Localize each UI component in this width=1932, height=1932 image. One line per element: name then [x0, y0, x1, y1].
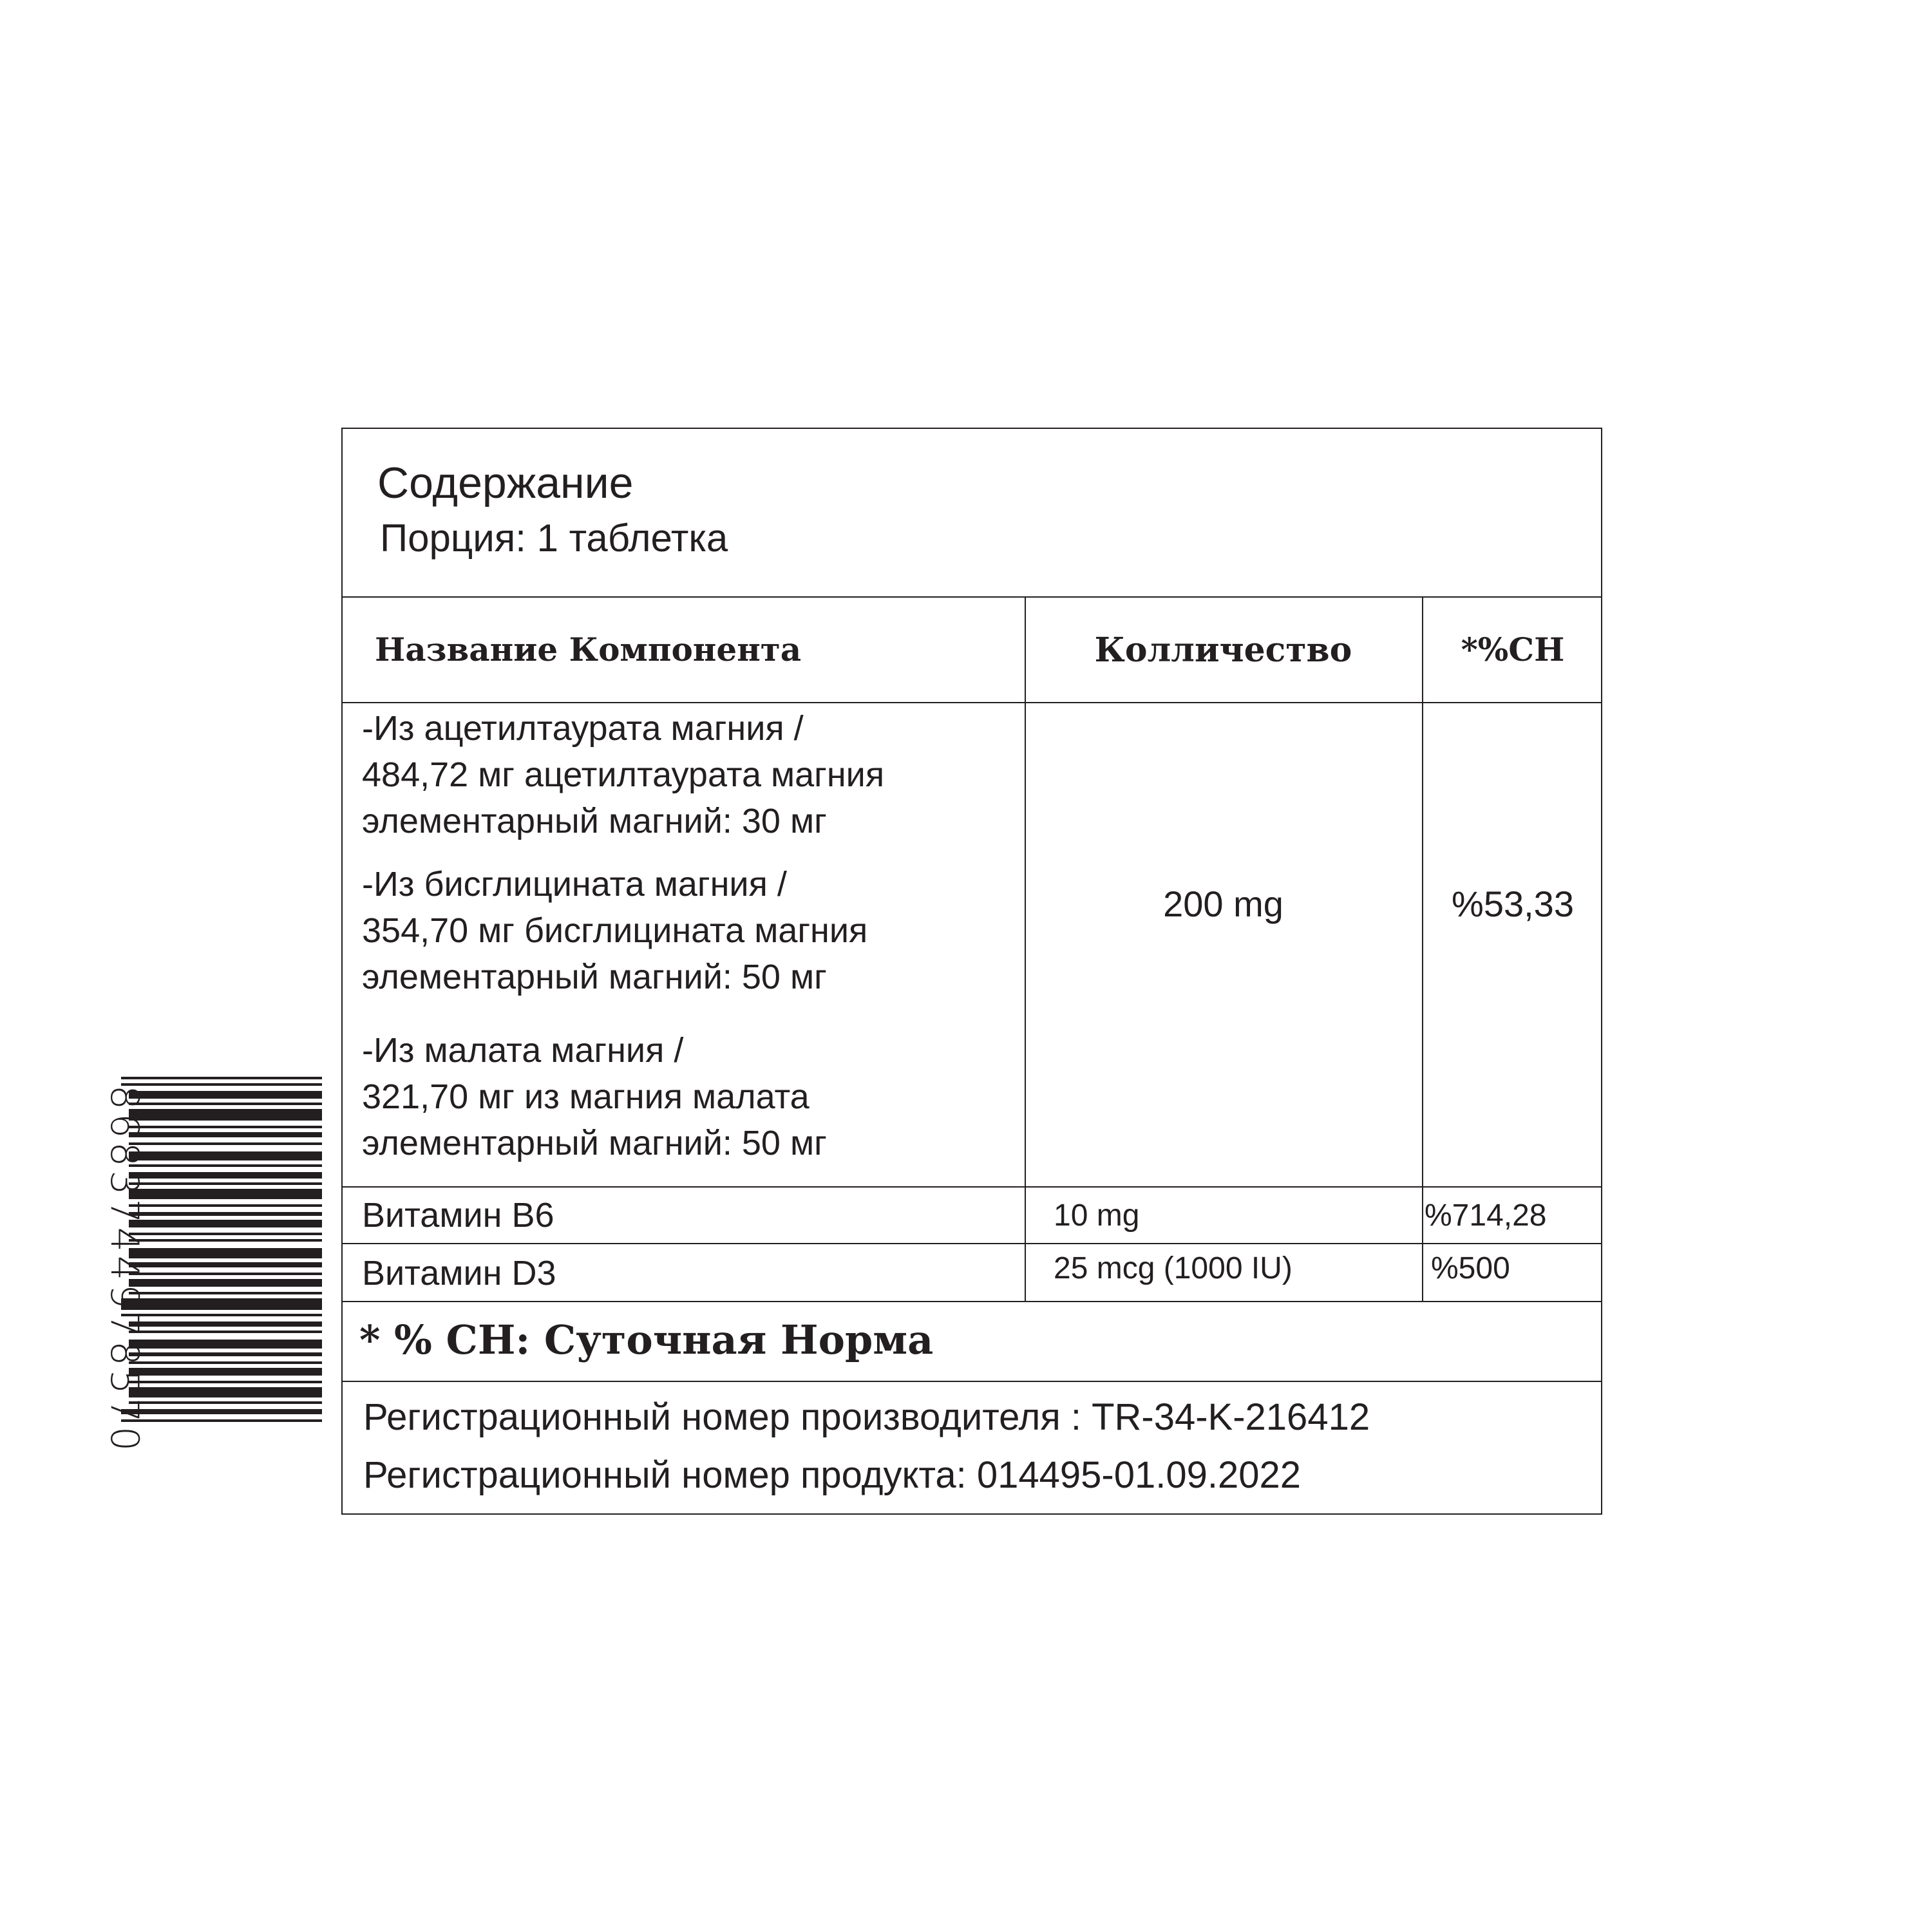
manufacturer-registration: Регистрационный номер производителя : TR-34-K-216412 [363, 1396, 1370, 1438]
b6-dv: %714,28 [1425, 1198, 1547, 1233]
barcode-number: 8683744978570 [102, 1084, 147, 1455]
barcode-bar [129, 1248, 322, 1258]
barcode-bar [129, 1182, 322, 1185]
barcode-bar [129, 1109, 322, 1121]
barcode-bar [129, 1091, 322, 1099]
barcode-bar [121, 1298, 322, 1310]
barcode-bar [121, 1409, 322, 1414]
col-header-amount: Колличество [1094, 630, 1352, 670]
barcode-bar [129, 1239, 322, 1242]
barcode-bar [121, 1083, 322, 1086]
barcode-bar [129, 1164, 322, 1167]
rule-magnesium [343, 1186, 1601, 1188]
barcode-bar [129, 1103, 322, 1105]
barcode-bar [129, 1262, 322, 1267]
col-divider-2 [1422, 596, 1423, 1301]
d3-amount: 25 mcg (1000 IU) [1054, 1251, 1293, 1285]
mg-source-1-line-1: -Из ацетилтаурата магния / [362, 709, 804, 748]
barcode-bar [129, 1331, 322, 1333]
supplement-facts-panel [341, 428, 1602, 1515]
barcode-bar [129, 1387, 322, 1397]
barcode [121, 1077, 322, 1502]
rule-b6 [343, 1243, 1601, 1244]
daily-value-footnote: * % СН: Суточная Норма [359, 1316, 934, 1363]
col-header-dv: *%СН [1461, 630, 1565, 668]
barcode-bar [129, 1189, 322, 1199]
d3-dv: %500 [1431, 1251, 1510, 1285]
b6-name: Витамин B6 [362, 1196, 554, 1235]
barcode-bar [129, 1172, 322, 1179]
barcode-bar [129, 1292, 322, 1294]
barcode-bar [121, 1419, 322, 1422]
mg-source-3-line-3: элементарный магний: 50 мг [362, 1124, 827, 1162]
barcode-bar [129, 1368, 322, 1376]
rule-d3 [343, 1301, 1601, 1302]
mg-source-3-line-1: -Из малата магния / [362, 1031, 684, 1070]
barcode-bar [121, 1077, 322, 1079]
mg-source-1-line-2: 484,72 мг ацетилтаурата магния [362, 755, 885, 794]
barcode-bar [129, 1142, 322, 1145]
serving-size: Порция: 1 таблетка [380, 516, 728, 560]
d3-name: Витамин D3 [362, 1254, 556, 1293]
barcode-bar [129, 1204, 322, 1207]
barcode-bar [129, 1220, 322, 1227]
mg-source-2-line-3: элементарный магний: 50 мг [362, 958, 827, 996]
barcode-bar [129, 1401, 322, 1404]
b6-amount: 10 mg [1054, 1198, 1140, 1233]
rule-header [343, 596, 1601, 598]
mg-source-2-line-2: 354,70 мг бисглицината магния [362, 911, 868, 950]
barcode-bar [129, 1212, 322, 1216]
barcode-bar [129, 1273, 322, 1275]
mg-source-1-line-3: элементарный магний: 30 мг [362, 802, 827, 840]
rule-footnote [343, 1381, 1601, 1382]
col-divider-1 [1025, 596, 1026, 1301]
barcode-bar [129, 1233, 322, 1235]
barcode-bar [129, 1381, 322, 1383]
barcode-bar [129, 1321, 322, 1327]
barcode-bar [129, 1126, 322, 1128]
barcode-digits [102, 1045, 147, 1482]
mg-dv: %53,33 [1452, 884, 1574, 924]
barcode-bar [129, 1361, 322, 1364]
mg-amount: 200 mg [1163, 884, 1283, 924]
panel-title: Содержание [377, 459, 634, 507]
rule-col-header [343, 702, 1601, 703]
barcode-bar [129, 1352, 322, 1356]
barcode-bar [129, 1340, 322, 1349]
mg-source-3-line-2: 321,70 мг из магния малата [362, 1077, 810, 1116]
product-registration: Регистрационный номер продукта: 014495-01.09.2022 [363, 1454, 1302, 1496]
barcode-bar [129, 1279, 322, 1287]
barcode-bar [121, 1314, 322, 1316]
col-header-name: Название Компонента [375, 630, 802, 668]
barcode-bar [129, 1132, 322, 1137]
mg-source-2-line-1: -Из бисглицината магния / [362, 865, 787, 904]
barcode-bar [129, 1151, 322, 1160]
